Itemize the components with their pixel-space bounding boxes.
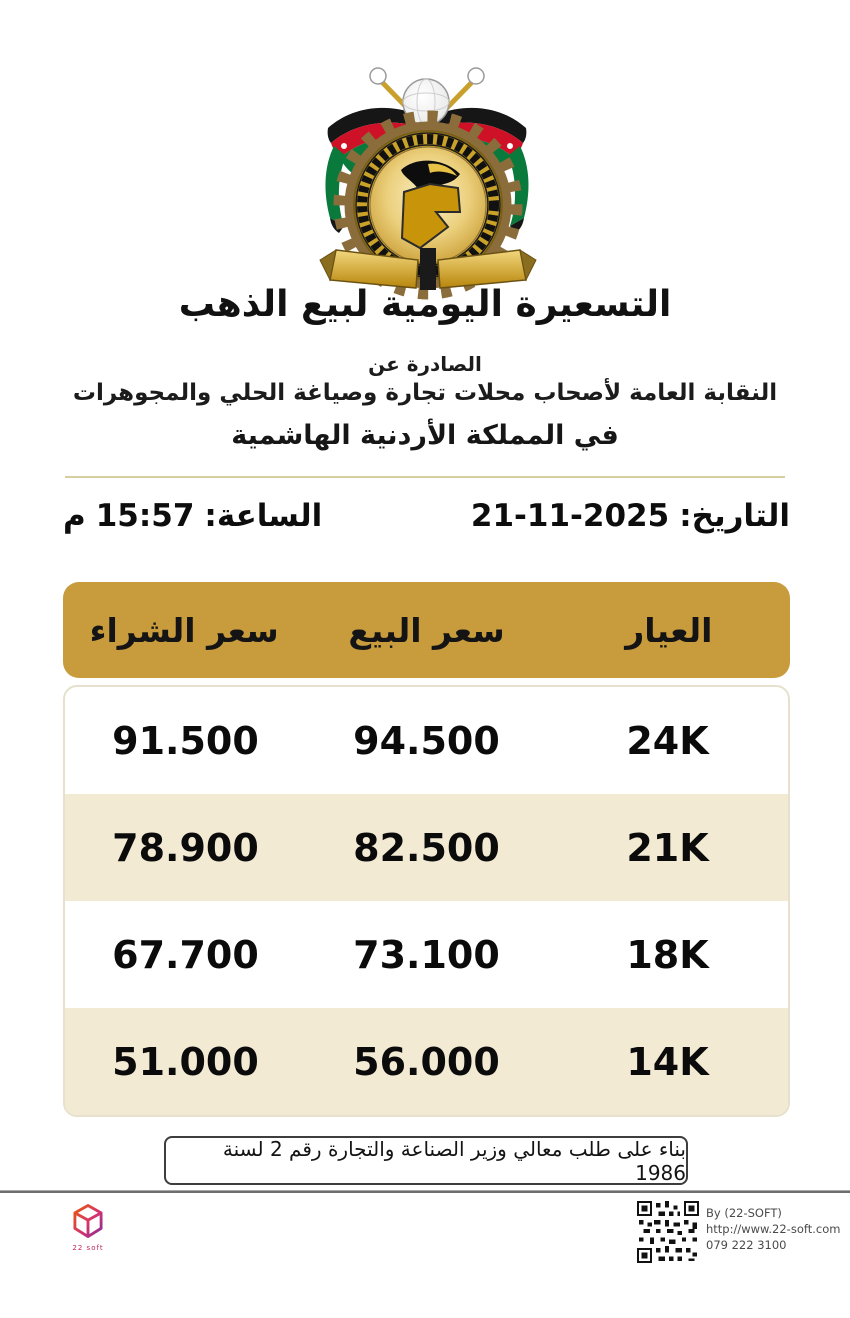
divider: [65, 476, 785, 478]
price-table-body: [63, 685, 790, 1117]
qr-code-icon: [637, 1201, 699, 1263]
table-row: [65, 901, 788, 1008]
karat-cell: 18K: [626, 932, 709, 977]
datetime-row: [63, 498, 790, 534]
time-value: 15:57: [95, 498, 195, 534]
logo-caption: 22 soft: [72, 1244, 104, 1252]
date-value: 21-11-2025: [470, 498, 670, 534]
column-header-buy: سعر الشراء: [89, 610, 279, 650]
buy-price-cell: 91.500: [112, 718, 259, 763]
22soft-logo: [62, 1203, 114, 1252]
credits-block: [706, 1205, 840, 1253]
time-label: الساعة:: [204, 498, 323, 534]
credits-url: http://www.22-soft.com: [706, 1222, 841, 1236]
karat-cell: 21K: [626, 825, 709, 870]
buy-price-cell: 67.700: [112, 932, 259, 977]
credits-by: By (22-SOFT): [706, 1206, 782, 1220]
sell-price-cell: 56.000: [353, 1039, 500, 1084]
table-row: [65, 794, 788, 901]
table-row: [65, 687, 788, 794]
syndicate-emblem: [308, 52, 548, 300]
date-field: [471, 498, 790, 534]
time-period: م: [63, 498, 86, 534]
buy-price-cell: 51.000: [112, 1039, 259, 1084]
table-row: [65, 1008, 788, 1115]
country-line: في المملكة الأردنية الهاشمية: [231, 420, 619, 451]
table-header: [63, 582, 790, 678]
column-header-sell: سعر البيع: [348, 610, 505, 650]
issued-by-line: الصادرة عن: [368, 352, 482, 376]
column-header-karat: العيار: [625, 610, 713, 650]
karat-cell: 24K: [626, 718, 709, 763]
sell-price-cell: 94.500: [353, 718, 500, 763]
page-title: التسعيرة اليومية لبيع الذهب: [178, 284, 672, 325]
date-label: التاريخ:: [679, 498, 790, 534]
cube-icon: [71, 1203, 105, 1239]
emblem-graphic: [308, 52, 548, 300]
footer-divider: [0, 1190, 850, 1193]
regulation-note: بناء على طلب معالي وزير الصناعة والتجارة رقم 2 لسنة 1986: [164, 1136, 688, 1185]
buy-price-cell: 78.900: [112, 825, 259, 870]
credits-phone: 079 222 3100: [706, 1238, 787, 1252]
association-name: النقابة العامة لأصحاب محلات تجارة وصياغة الحلي والمجوهرات: [72, 380, 778, 406]
sell-price-cell: 82.500: [353, 825, 500, 870]
sell-price-cell: 73.100: [353, 932, 500, 977]
karat-cell: 14K: [626, 1039, 709, 1084]
time-field: [63, 498, 322, 534]
